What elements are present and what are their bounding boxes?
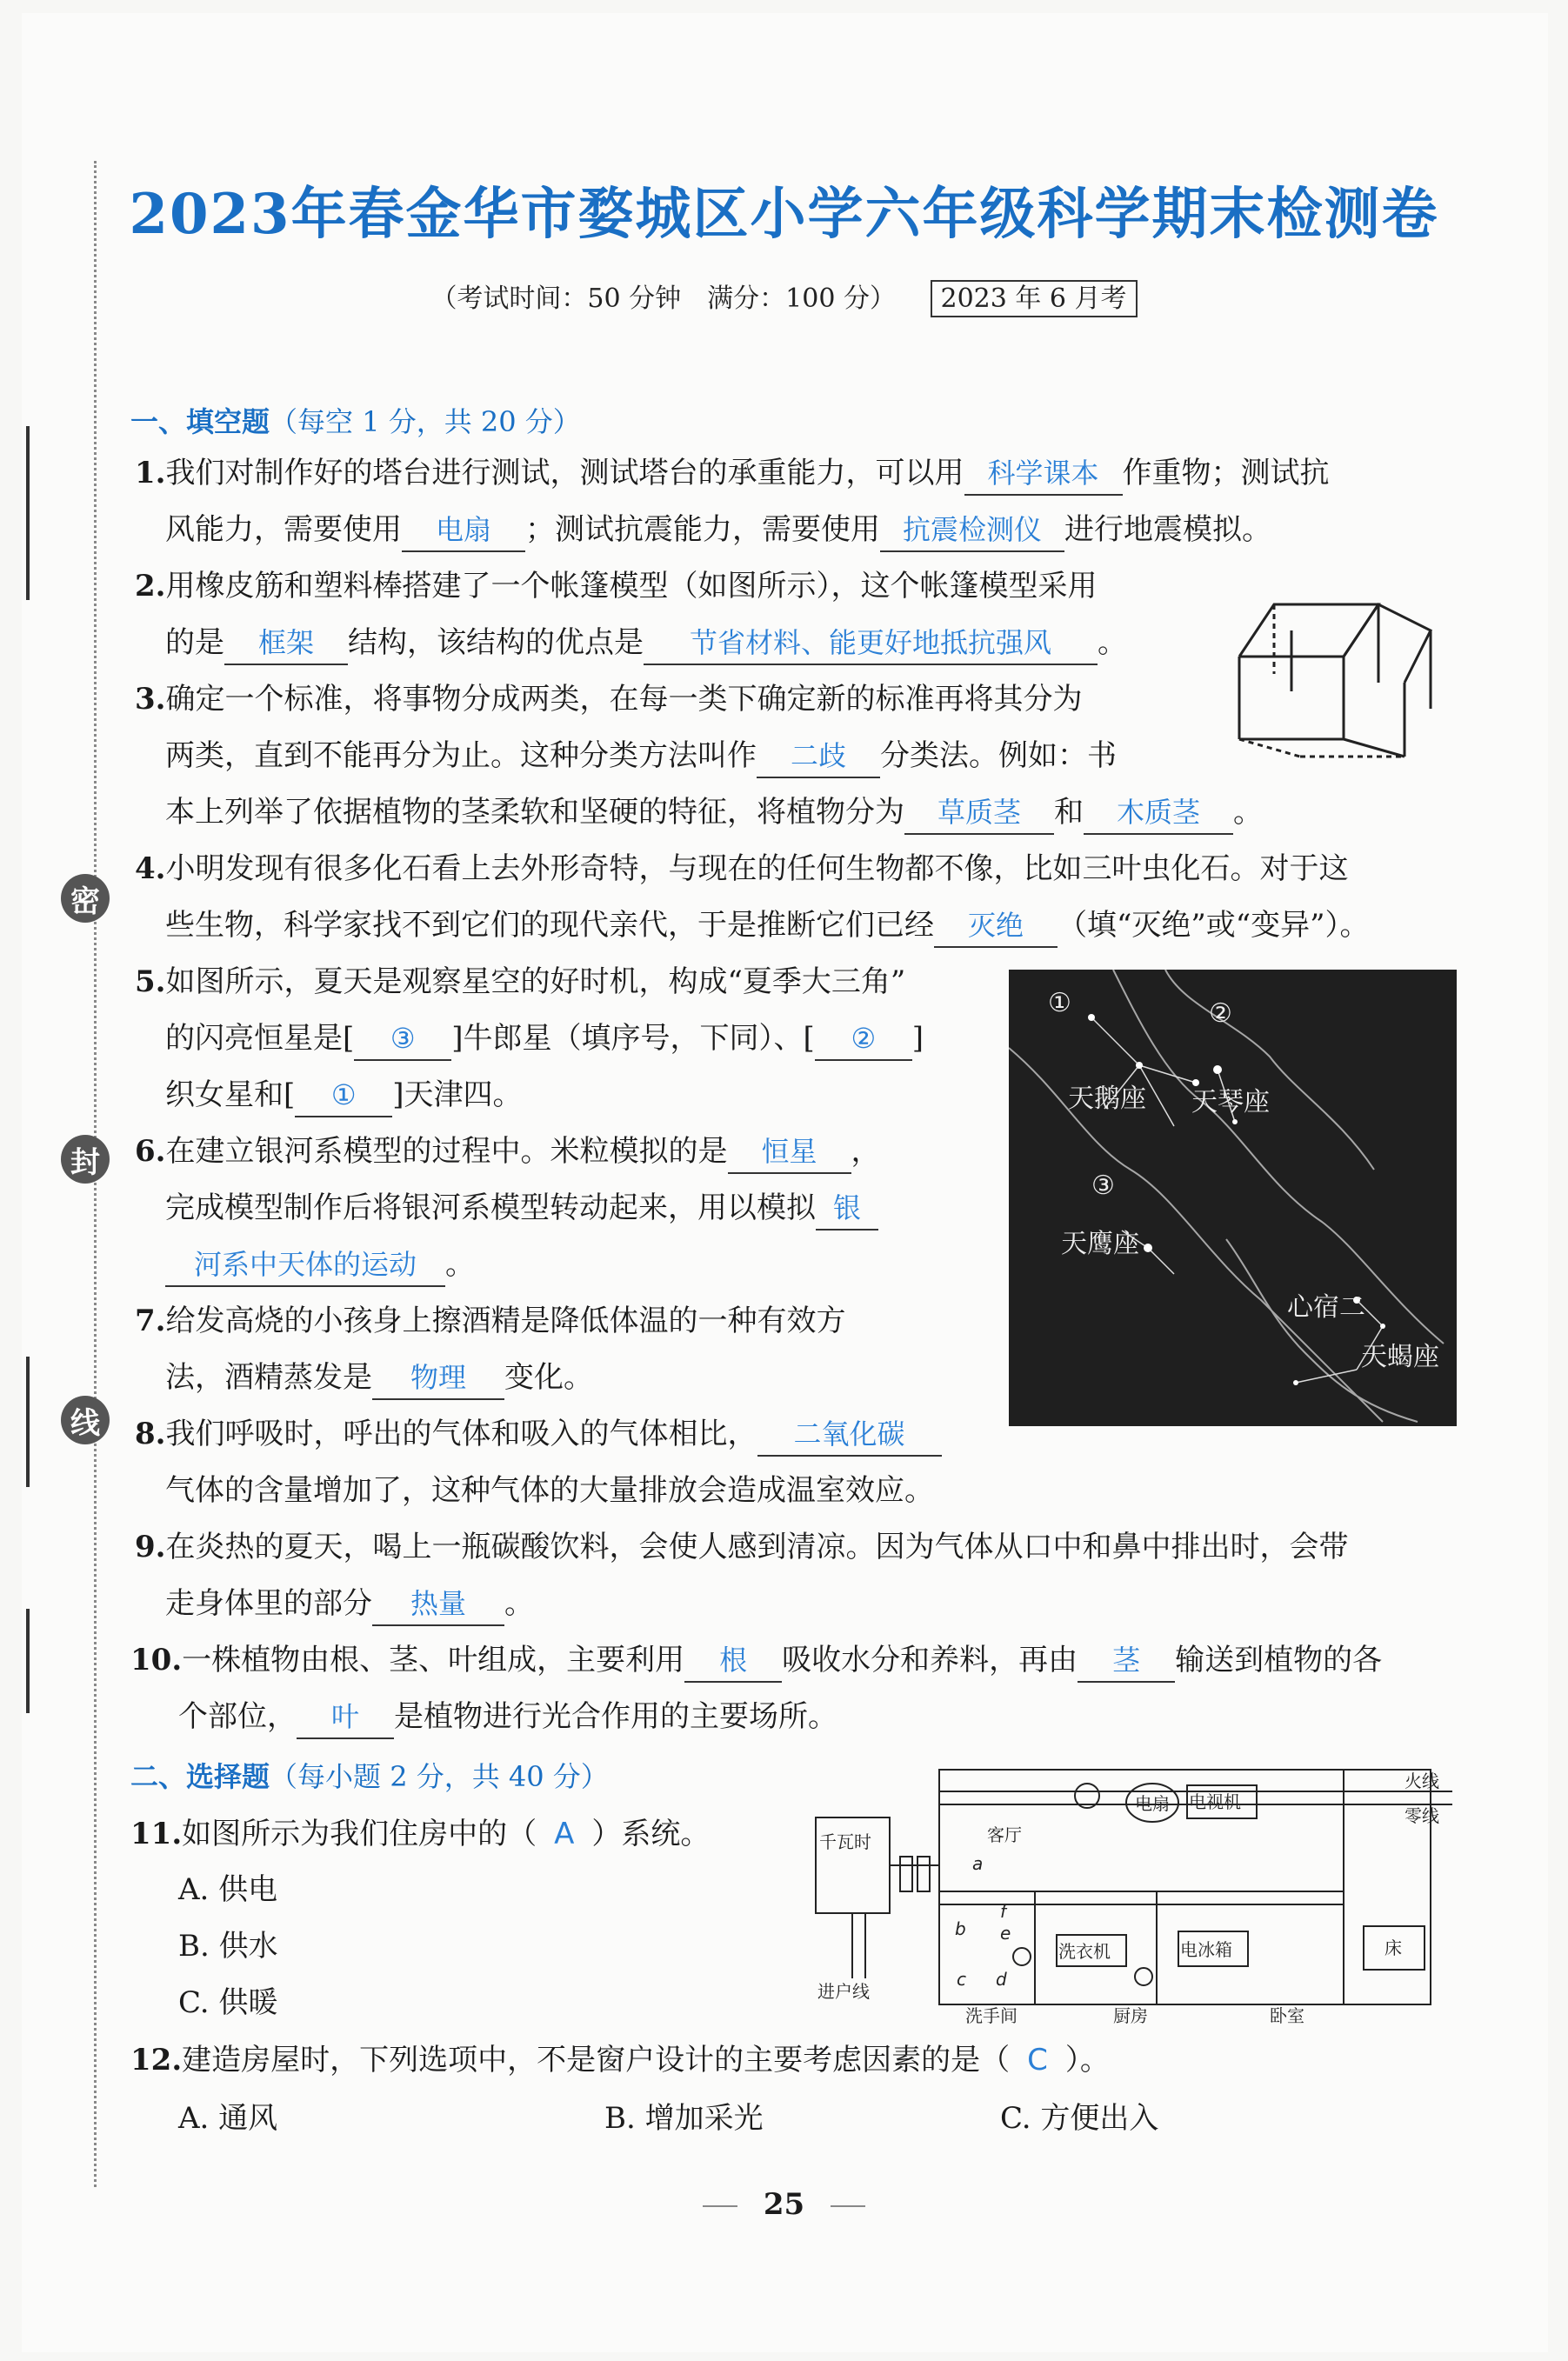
node-label: d (996, 1969, 1007, 1990)
answer: C (1027, 2043, 1048, 2078)
text: 些生物，科学家找不到它们的现代亲代，于是推断它们已经 (165, 908, 934, 943)
lamp-symbol (1013, 1948, 1031, 1965)
text: ）。 (1064, 2043, 1110, 2078)
question-number: 3. (135, 682, 166, 717)
tent-hidden-edge (1239, 739, 1300, 757)
washer-label: 洗衣机 (1058, 1941, 1111, 1962)
text: 给发高烧的小孩身上擦酒精是降低体温的一种有效方 (165, 1304, 846, 1338)
star-label-3: ③ (1091, 1170, 1115, 1201)
q6-line1 (135, 1130, 881, 1174)
text: 一株植物由根、茎、叶组成，主要利用 (182, 1643, 685, 1677)
q5-line2 (165, 1017, 924, 1061)
text: 建造房屋时，下列选项中，不是窗户设计的主要考虑因素的是（ (182, 2043, 1011, 2078)
text: 。 (1233, 795, 1263, 830)
q11-option-b: B. 供水 (178, 1929, 278, 1964)
q2-line1 (135, 565, 1098, 607)
tv-label: 电视机 (1189, 1791, 1241, 1812)
seal-mi: 密 (61, 874, 110, 923)
answer: 草质茎 (904, 791, 1054, 835)
tent-edge (1344, 604, 1431, 683)
answer: 热量 (372, 1583, 504, 1626)
node-label: b (955, 1918, 966, 1939)
star (1380, 1324, 1385, 1329)
q7-line2 (165, 1357, 593, 1400)
service-line-label: 进户线 (817, 1981, 870, 2002)
text: ；测试抗震能力，需要使用 (525, 512, 880, 547)
section-1-header (130, 400, 581, 440)
margin-mark (26, 1357, 30, 1487)
answer: ③ (354, 1017, 451, 1061)
q11-option-c: C. 供暖 (178, 1985, 278, 2020)
q8-line1 (135, 1413, 942, 1457)
question-number: 12. (130, 2043, 183, 2078)
text: ]牛郎星（填序号，下同）、[ (451, 1021, 815, 1056)
text: 用橡皮筋和塑料棒搭建了一个帐篷模型（如图所示），这个帐篷模型采用 (165, 569, 1098, 604)
text: 法，酒精蒸发是 (165, 1360, 372, 1395)
answer: 木质茎 (1084, 791, 1233, 835)
q11-option-a: A. 供电 (178, 1872, 278, 1907)
answer: 电扇 (402, 509, 525, 552)
text: 分类法。例如：书 (880, 738, 1117, 773)
section-2-header (130, 1755, 609, 1795)
text: 我们对制作好的塔台进行测试，测试塔台的承重能力，可以用 (165, 456, 964, 490)
text: 在炎热的夏天，喝上一瓶碳酸饮料，会使人感到清凉。因为气体从口中和鼻中排出时，会带 (165, 1530, 1349, 1564)
living-room-label: 客厅 (987, 1824, 1022, 1845)
text: 进行地震模拟。 (1064, 512, 1271, 547)
q10-line1 (130, 1639, 1382, 1683)
margin-mark (26, 1609, 30, 1713)
q3-line3 (165, 791, 1263, 835)
answer: 灭绝 (934, 904, 1058, 948)
q2-line2 (165, 622, 1127, 665)
question-number: 1. (135, 456, 166, 490)
question-number: 8. (135, 1417, 166, 1451)
kitchen-label: 厨房 (1113, 2005, 1148, 2026)
bedroom-label: 卧室 (1270, 2005, 1304, 2026)
text: 两类，直到不能再分为止。这种分类方法叫作 (165, 738, 757, 773)
text: 如图所示，夏天是观察星空的好时机，构成“夏季大三角” (165, 964, 906, 999)
scorpius-label: 天蝎座 (1361, 1342, 1439, 1372)
q4-line1 (135, 848, 1349, 890)
text: 的是 (165, 625, 224, 660)
answer: 河系中天体的运动 (165, 1244, 445, 1287)
answer: 二氧化碳 (757, 1413, 942, 1457)
answer: ① (295, 1074, 392, 1117)
star-label-1: ① (1048, 988, 1071, 1018)
text: 。 (1098, 625, 1127, 660)
section-note: （每小题 2 分，共 40 分） (270, 1760, 609, 1793)
answer: 抗震检测仪 (880, 509, 1064, 552)
q12-option-a: A. 通风 (178, 2101, 278, 2136)
q12-option-b: B. 增加采光 (604, 2101, 764, 2136)
q6-line3 (165, 1244, 475, 1287)
star (1088, 1014, 1095, 1021)
fridge-label: 电冰箱 (1180, 1939, 1232, 1960)
text: 个部位， (178, 1699, 297, 1734)
star (1232, 1119, 1238, 1124)
question-number: 10. (130, 1643, 183, 1677)
star (1293, 1380, 1298, 1385)
meter-label: 千瓦时 (819, 1831, 871, 1852)
answer: 茎 (1078, 1639, 1175, 1683)
text: 我们呼吸时，呼出的气体和吸入的气体相比， (165, 1417, 757, 1451)
question-number: 7. (135, 1304, 166, 1338)
fuse (917, 1857, 930, 1891)
q9-line2 (165, 1583, 534, 1626)
text: 作重物；测试抗 (1122, 456, 1330, 490)
seal-feng: 封 (61, 1135, 110, 1184)
answer: A (554, 1817, 575, 1851)
text: 吸收水分和养料，再由 (782, 1643, 1078, 1677)
neutral-wire-label: 零线 (1405, 1805, 1439, 1826)
seal-xian: 线 (61, 1396, 110, 1444)
lyra-label: 天琴座 (1191, 1087, 1270, 1117)
text: 本上列举了依据植物的茎柔软和坚硬的特征，将植物分为 (165, 795, 904, 830)
text: ]天津四。 (392, 1077, 523, 1112)
q3-line1 (135, 678, 1083, 720)
answer: 物理 (372, 1357, 504, 1400)
text: 走身体里的部分 (165, 1586, 372, 1621)
question-number: 4. (135, 851, 166, 886)
cygnus-label: 天鹅座 (1068, 1084, 1146, 1114)
text: 织女星和[ (165, 1077, 296, 1112)
house-circuit-figure (800, 1761, 1461, 2026)
question-number: 2. (135, 569, 166, 604)
answer: 框架 (224, 622, 348, 665)
q7-line1 (135, 1300, 846, 1342)
q1-line2 (165, 509, 1271, 552)
exam-time-score: （考试时间：50 分钟 满分：100 分） (430, 283, 896, 314)
text: ] (911, 1021, 924, 1056)
text: 。 (445, 1247, 475, 1282)
aquila-label: 天鹰座 (1061, 1229, 1139, 1259)
answer: ② (815, 1017, 912, 1061)
text: 如图所示为我们住房中的（ (182, 1817, 537, 1851)
text: 的闪亮恒星是[ (165, 1021, 355, 1056)
antares-label: 心宿二 (1287, 1292, 1365, 1323)
text: 确定一个标准，将事物分成两类，在每一类下确定新的标准再将其分为 (165, 682, 1083, 717)
text: 气体的含量增加了，这种气体的大量排放会造成温室效应。 (165, 1473, 934, 1508)
tent-base (1344, 739, 1405, 757)
q12-stem (130, 2039, 1110, 2081)
live-wire-label: 火线 (1405, 1771, 1439, 1791)
lamp-symbol (1135, 1968, 1152, 1985)
text: 小明发现有很多化石看上去外形奇特，与现在的任何生物都不像，比如三叶虫化石。对于这 (165, 851, 1349, 886)
question-number: 6. (135, 1134, 166, 1169)
text: 。 (504, 1586, 534, 1621)
answer: 根 (684, 1639, 782, 1683)
q8-line2 (165, 1470, 934, 1511)
star-label-2: ② (1209, 998, 1232, 1029)
q1-line1 (135, 452, 1330, 496)
text: 变化。 (504, 1360, 593, 1395)
q12-option-c: C. 方便出入 (1000, 2101, 1159, 2136)
answer: 科学课本 (964, 452, 1123, 496)
section-title: 一、填空题 (130, 405, 270, 438)
text: 在建立银河系模型的过程中。米粒模拟的是 (165, 1134, 728, 1169)
answer: 银 (816, 1187, 878, 1231)
text: 风能力，需要使用 (165, 512, 402, 547)
node-label: e (1000, 1923, 1011, 1944)
question-number: 9. (135, 1530, 166, 1564)
star (1192, 1079, 1199, 1086)
tent-model-figure (1231, 561, 1465, 770)
margin-mark (26, 426, 30, 600)
q3-line2 (165, 735, 1117, 778)
page-number (0, 2187, 1568, 2222)
star (1136, 1062, 1143, 1069)
q5-line1 (135, 961, 905, 1003)
page-title: 2023年春金华市婺城区小学六年级科学期末检测卷 (129, 182, 1439, 247)
text: 结构，该结构的优点是 (348, 625, 644, 660)
bed-label: 床 (1385, 1937, 1402, 1958)
q10-line2 (178, 1696, 837, 1739)
text: ）系统。 (591, 1817, 711, 1851)
text: （填“灭绝”或“变异”）。 (1058, 908, 1370, 943)
section-note: （每空 1 分，共 20 分） (270, 405, 581, 438)
bathroom-label: 洗手间 (965, 2005, 1018, 2026)
question-number: 5. (135, 964, 166, 999)
question-number: 11. (130, 1817, 183, 1851)
exam-info (0, 277, 1568, 315)
node-label: a (972, 1853, 984, 1874)
answer: 叶 (297, 1696, 394, 1739)
star (1213, 1065, 1222, 1074)
answer: 二歧 (757, 735, 880, 778)
star (1144, 1244, 1152, 1252)
fuse (900, 1857, 912, 1891)
q9-line1 (135, 1526, 1349, 1568)
q6-line2 (165, 1187, 878, 1231)
exam-date-box: 2023 年 6 月考 (931, 280, 1138, 317)
page-number-text: 25 (763, 2187, 805, 2222)
q11-stem (130, 1813, 710, 1855)
fan-label: 电扇 (1135, 1793, 1170, 1814)
text: 完成模型制作后将银河系模型转动起来，用以模拟 (165, 1191, 816, 1225)
section-title: 二、选择题 (130, 1760, 270, 1793)
node-label: c (957, 1969, 966, 1990)
q5-line3 (165, 1074, 523, 1117)
text: 输送到植物的各 (1175, 1643, 1383, 1677)
answer: 节省材料、能更好地抵抗强风 (644, 622, 1098, 665)
text: 是植物进行光合作用的主要场所。 (394, 1699, 837, 1734)
text: ， (851, 1134, 881, 1169)
text: 和 (1054, 795, 1084, 830)
star-map-figure (1009, 970, 1457, 1426)
answer: 恒星 (728, 1130, 851, 1174)
tent-edge (1239, 604, 1378, 657)
node-label: f (1000, 1901, 1007, 1922)
q4-line2 (165, 904, 1370, 948)
